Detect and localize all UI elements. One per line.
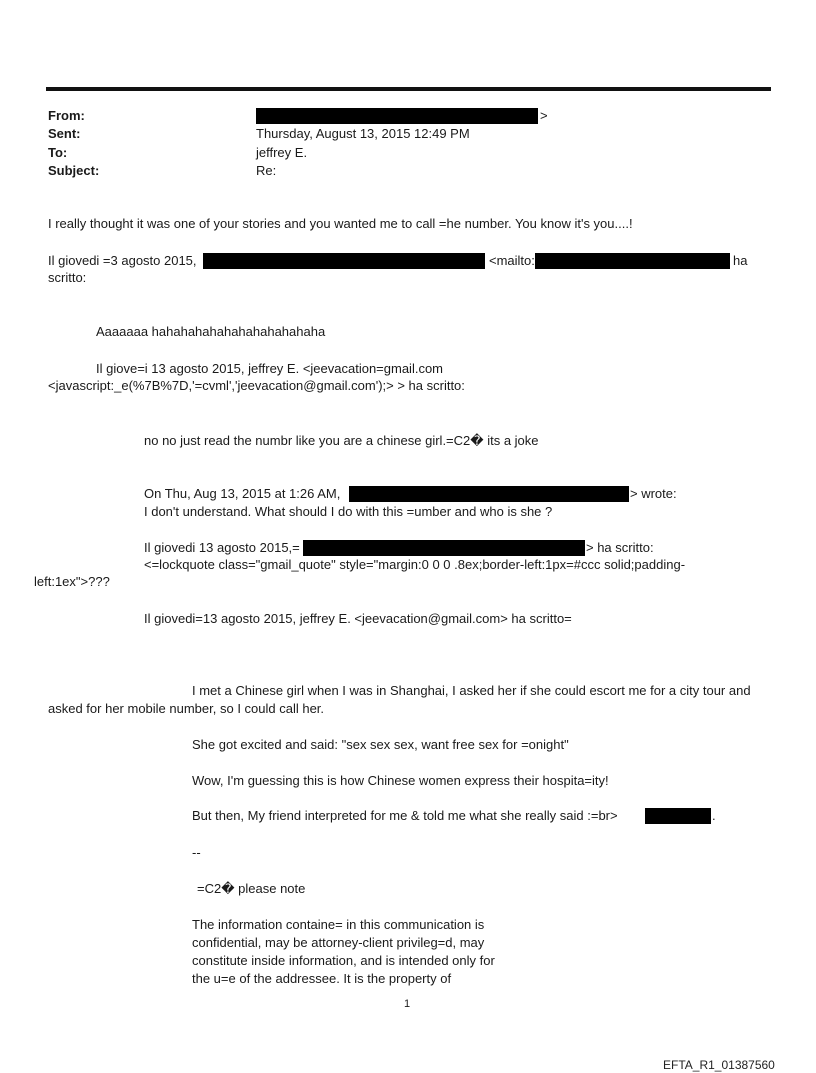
body-line-12-pre: But then, My friend interpreted for me & told me what she really said :=br> bbox=[192, 808, 618, 823]
body-line-14: =C2� please note bbox=[197, 881, 306, 896]
body-line-7a-pre: Il giovedi 13 agosto 2015,= bbox=[144, 540, 300, 555]
body-line-2-post: ha bbox=[733, 253, 748, 268]
body-line-1: I really thought it was one of your stories and you wanted me to call =he number. You know it's you....! bbox=[48, 216, 633, 231]
body-line-15d: the u=e of the addressee. It is the property of bbox=[192, 971, 452, 986]
body-line-15b: confidential, may be attorney-client privileg=d, may bbox=[192, 935, 485, 950]
body-line-15a: The information containe= in this communication is bbox=[192, 917, 485, 932]
body-line-2-cont: scritto: bbox=[48, 270, 87, 285]
body-line-2-pre: Il giovedi =3 agosto 2015, bbox=[48, 253, 197, 268]
body-line-13: -- bbox=[192, 845, 201, 860]
body-line-9b: asked for her mobile number, so I could call her. bbox=[48, 701, 325, 716]
body-line-8: Il giovedi=13 agosto 2015, jeffrey E. <jeevacation@gmail.com> ha scritto= bbox=[144, 611, 572, 626]
page-number: 1 bbox=[404, 998, 411, 1010]
footer-id: EFTA_R1_01387560 bbox=[663, 1058, 775, 1072]
body-line-6a-post: > wrote: bbox=[630, 486, 677, 501]
redaction-line-2b bbox=[535, 253, 730, 269]
body-line-5: no no just read the numbr like you are a chinese girl.=C2� its a joke bbox=[144, 433, 539, 448]
header-rule bbox=[46, 87, 771, 91]
body-line-7b: <=lockquote class="gmail_quote" style="margin:0 0 0 .8ex;border-left:1px=#ccc solid;padding- bbox=[144, 557, 686, 572]
body-line-6a-pre: On Thu, Aug 13, 2015 at 1:26 AM, bbox=[144, 486, 341, 501]
body-line-4b: <javascript:_e(%7B%7D,'=cvml','jeevacation@gmail.com');> > ha scritto: bbox=[48, 378, 465, 393]
redaction-line-6 bbox=[349, 486, 629, 502]
body-line-7c: left:1ex">??? bbox=[34, 574, 110, 589]
body-line-6b: I don't understand. What should I do with this =umber and who is she ? bbox=[144, 504, 553, 519]
from-suffix: > bbox=[540, 108, 548, 123]
sent-label: Sent: bbox=[48, 126, 81, 141]
subject-label: Subject: bbox=[48, 163, 100, 178]
to-value: jeffrey E. bbox=[256, 145, 308, 160]
body-line-10: She got excited and said: "sex sex sex, want free sex for =onight" bbox=[192, 737, 569, 752]
from-label: From: bbox=[48, 108, 85, 123]
body-line-12-post: . bbox=[712, 808, 716, 823]
sent-value: Thursday, August 13, 2015 12:49 PM bbox=[256, 126, 470, 141]
redaction-line-12 bbox=[645, 808, 711, 824]
redaction-from bbox=[256, 108, 538, 124]
to-label: To: bbox=[48, 145, 68, 160]
body-line-2-mid: <mailto: bbox=[489, 253, 535, 268]
body-line-3: Aaaaaaa hahahahahahahahahahahaha bbox=[96, 324, 326, 339]
redaction-line-7 bbox=[303, 540, 585, 556]
subject-value: Re: bbox=[256, 163, 277, 178]
body-line-15c: constitute inside information, and is intended only for bbox=[192, 953, 495, 968]
redaction-line-2a bbox=[203, 253, 485, 269]
body-line-4a: Il giove=i 13 agosto 2015, jeffrey E. <jeevacation=gmail.com bbox=[96, 361, 444, 376]
body-line-7a-post: > ha scritto: bbox=[586, 540, 654, 555]
body-line-11: Wow, I'm guessing this is how Chinese women express their hospita=ity! bbox=[192, 773, 609, 788]
body-line-9a: I met a Chinese girl when I was in Shanghai, I asked her if she could escort me for a city tour and bbox=[192, 683, 751, 698]
